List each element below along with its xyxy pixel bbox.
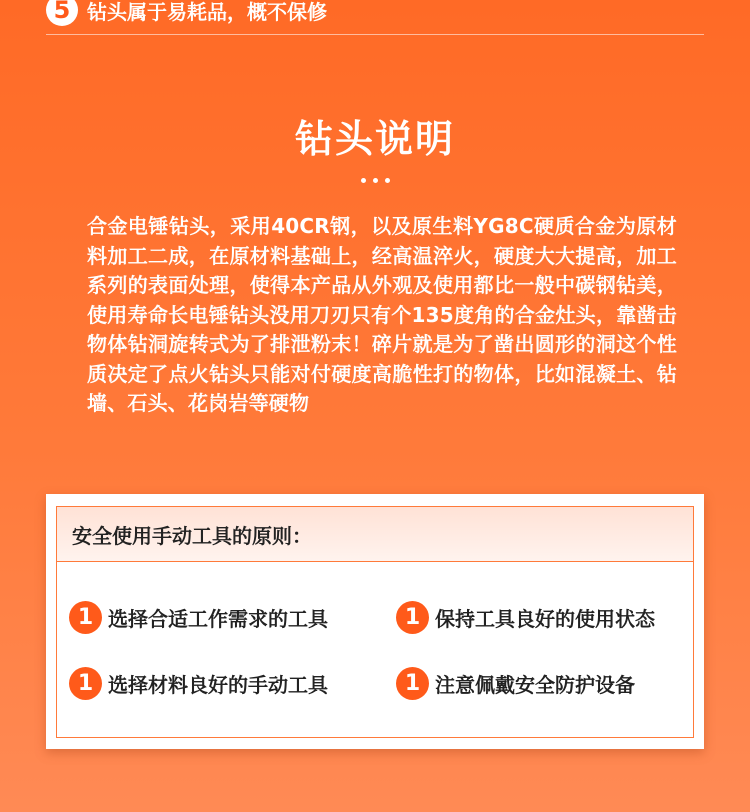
rule-item bbox=[396, 667, 635, 700]
number-badge: 5 bbox=[46, 0, 78, 26]
rules-card-inner bbox=[56, 506, 694, 738]
dot bbox=[385, 178, 390, 183]
rule-number-badge: 1 bbox=[69, 667, 102, 700]
rule-number-badge: 1 bbox=[396, 601, 429, 634]
dots-decoration bbox=[0, 178, 750, 183]
rule-item bbox=[69, 667, 328, 700]
rules-card bbox=[46, 494, 704, 749]
rule-text: 注意佩戴安全防护设备 bbox=[435, 673, 635, 697]
rule-number-badge: 1 bbox=[396, 667, 429, 700]
description-text: 合金电锤钻头，采用40CR钢，以及原生料YG8C硬质合金为原材料加工二成，在原材料基础上，经高温淬火，硬度大大提高，加工系列的表面处理，使得本产品从外观及使用都比一般中碳钢钻美，使用寿命长电锤钻头没用刀刃只有个135度角的合金灶头，靠凿击物体钻洞旋转式为了排泄粉末！碎片就是为了凿出圆形的洞这个性质决定了点火钻头只能对付硬度高脆性打的物体，比如混凝土、钻墙、石头、花岗岩等硬物 bbox=[87, 214, 677, 415]
divider bbox=[46, 34, 704, 35]
section-title: 钻头说明 bbox=[294, 117, 455, 161]
dot bbox=[373, 178, 378, 183]
top-note bbox=[46, 0, 327, 28]
top-note-text: 钻头属于易耗品，概不保修 bbox=[87, 0, 327, 24]
rule-text: 选择材料良好的手动工具 bbox=[108, 673, 328, 697]
rule-text: 选择合适工作需求的工具 bbox=[108, 607, 328, 631]
rule-text: 保持工具良好的使用状态 bbox=[435, 607, 655, 631]
rules-card-title: 安全使用手动工具的原则： bbox=[57, 507, 693, 562]
dot bbox=[361, 178, 366, 183]
rule-number-badge: 1 bbox=[69, 601, 102, 634]
rule-item bbox=[396, 601, 655, 634]
rule-item bbox=[69, 601, 328, 634]
